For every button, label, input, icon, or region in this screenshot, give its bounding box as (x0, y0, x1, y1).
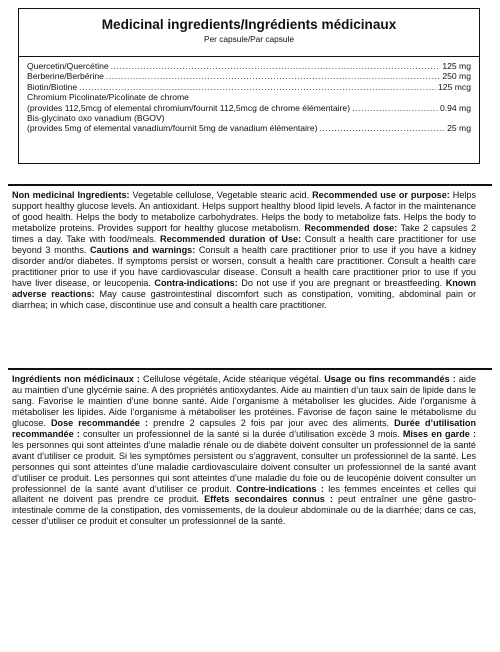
text-use: Helps support healthy glucose levels. An antioxidant. Helps support healthy blood lipid levels. A factor in the maintenance of good health. Helps the body to metabolize carbohydrates. Helps the body to metabolize fats. Helps the body to metabolize proteins. Provides support for healthy glucose metabolism. (12, 190, 476, 233)
medicinal-title: Medicinal ingredients/Ingrédients médicinaux (101, 17, 397, 32)
ingredient-label: (provides 5mg of elemental vanadium/fournit 5mg de vanadium élémentaire) (27, 123, 318, 134)
ingredient-amount: 0.94 mg (439, 102, 471, 113)
ingredient-row-quercetin (27, 61, 471, 71)
ingredient-label: Berberine/Berbérine (27, 71, 104, 82)
english-text (12, 190, 476, 310)
ingredient-row-vanadium (27, 123, 471, 133)
heading-dose: Dose recommandée : (50, 417, 149, 428)
text-cautions: Consult a health care practitioner prior to use if you have a kidney disorder and/or diabetes. If symptoms persist or worsen, consult a health care practitioner. Consult a health care practitioner prior to use if you have cardiovascular disease. Consult a health care practitioner prior to use if you have liver disease, or leucopenia. (12, 244, 476, 288)
medicinal-subtitle: Per capsule/Par capsule (204, 34, 294, 44)
medicinal-ingredients-box (18, 8, 480, 164)
heading-duration: Durée d’utilisation recommandée : (12, 417, 477, 439)
heading-contraindications: Contre-indications : (236, 483, 324, 494)
dot-leader (79, 82, 436, 92)
ingredient-amount: 25 mg (447, 123, 471, 134)
text-contraindications: Do not use if you are pregnant or breastfeeding. (237, 277, 446, 288)
text-contraindications: les femmes enceintes et celles qui allaitent ne doivent pas prendre ce produit. (12, 483, 476, 505)
text-dose: prendre 2 capsules 2 fois par jour avec des aliments. (148, 417, 395, 428)
heading-cautions: Mises en garde : (402, 428, 477, 439)
heading-adverse: Known adverse reactions: (12, 277, 476, 299)
dot-leader (111, 61, 441, 71)
dot-leader (352, 103, 438, 113)
ingredient-amount: 250 mg (442, 71, 471, 82)
heading-use: Recommended use or purpose: (312, 190, 450, 200)
heading-use: Usage ou fins recommandés : (324, 374, 456, 384)
text-cautions: les personnes qui sont atteintes d’une maladie rénale ou de diabète doivent consulter un professionnel de la santé avant d’utiliser ce produit. Si les symptômes persistent ou s’aggravent, consulter un professionnel de la santé. Les personnes qui sont atteintes d’une maladie cardiovasculaire doivent consulter un professionnel de la santé avant d’utiliser ce produit. Les personnes qui sont atteintes d’une maladie du foie ou de leucopénie doivent consulter un professionnel de la santé avant d’utiliser ce produit. (12, 439, 476, 494)
french-text (12, 374, 476, 527)
text-dose: Take 2 capsules 2 times a day. Take with food/meals. (12, 222, 476, 244)
text-nonmedicinal: Vegetable cellulose, Vegetable stearic acid. (129, 190, 313, 200)
medicinal-divider (19, 56, 479, 57)
ingredient-row-chromium (27, 103, 471, 113)
section-divider (8, 184, 492, 186)
text-nonmedicinal: Cellulose végétale, Acide stéarique végétal. (139, 374, 325, 384)
heading-duration: Recommended duration of Use: (160, 233, 302, 244)
heading-adverse: Effets secondaires connus : (204, 494, 333, 505)
ingredient-amount: 125 mcg (438, 81, 471, 92)
text-use: aide au maintien d’une glycémie saine. A des propriétés antioxydantes. Aide au maintien d’un taux sain de lipide dans le sang. Favorise le maintien d’une bonne santé. Aide l’organisme à métaboliser les glucides. Aide l’organisme à métaboliser les lipides. Aide l’organisme à métaboliser les protéines. Favorise de façon saine le métabolisme du glucose. (12, 374, 476, 428)
ingredient-row-berberine (27, 71, 471, 81)
ingredient-chromium-name: Chromium Picolinate/Picolinate de chrome (27, 92, 189, 103)
text-adverse: peut entraîner une gêne gastro-intestinale comme de la constipation, des vomissements, de la douleur abdominale ou de la diarrhée; dans ce cas, cesser d’utiliser ce produit et consulter un professionnel de la santé. (12, 494, 476, 527)
ingredient-row-biotin (27, 82, 471, 92)
section-divider (8, 368, 492, 370)
dot-leader (106, 71, 440, 81)
ingredient-vanadium-name: Bis-glycinato oxo vanadium (BGOV) (27, 113, 165, 124)
ingredient-label: (provides 112,5mcg of elemental chromium/fournit 112,5mcg de chrome élémentaire) (27, 102, 351, 113)
dot-leader (319, 123, 445, 133)
text-duration: Consult a health care practitioner for use beyond 3 months. (12, 233, 477, 255)
ingredient-amount: 125 mg (442, 61, 471, 71)
ingredient-label: Quercetin/Quercétine (27, 61, 109, 71)
heading-nonmedicinal: Non medicinal Ingredients: (12, 190, 130, 200)
heading-contraindications: Contra-indications: (154, 277, 238, 288)
ingredient-label: Biotin/Biotine (27, 81, 78, 92)
text-adverse: May cause gastrointestinal discomfort such as constipation, vomiting, abdominal pain or diarrhea; in which case, discontinue use and consult a health care practitioner. (12, 288, 476, 310)
heading-dose: Recommended dose: (304, 222, 398, 233)
text-duration: consulter un professionnel de la santé si la durée d’utilisation excède 3 mois. (79, 428, 403, 439)
heading-cautions: Cautions and warnings: (90, 244, 196, 255)
heading-nonmedicinal: Ingrédients non médicinaux : (12, 374, 140, 384)
